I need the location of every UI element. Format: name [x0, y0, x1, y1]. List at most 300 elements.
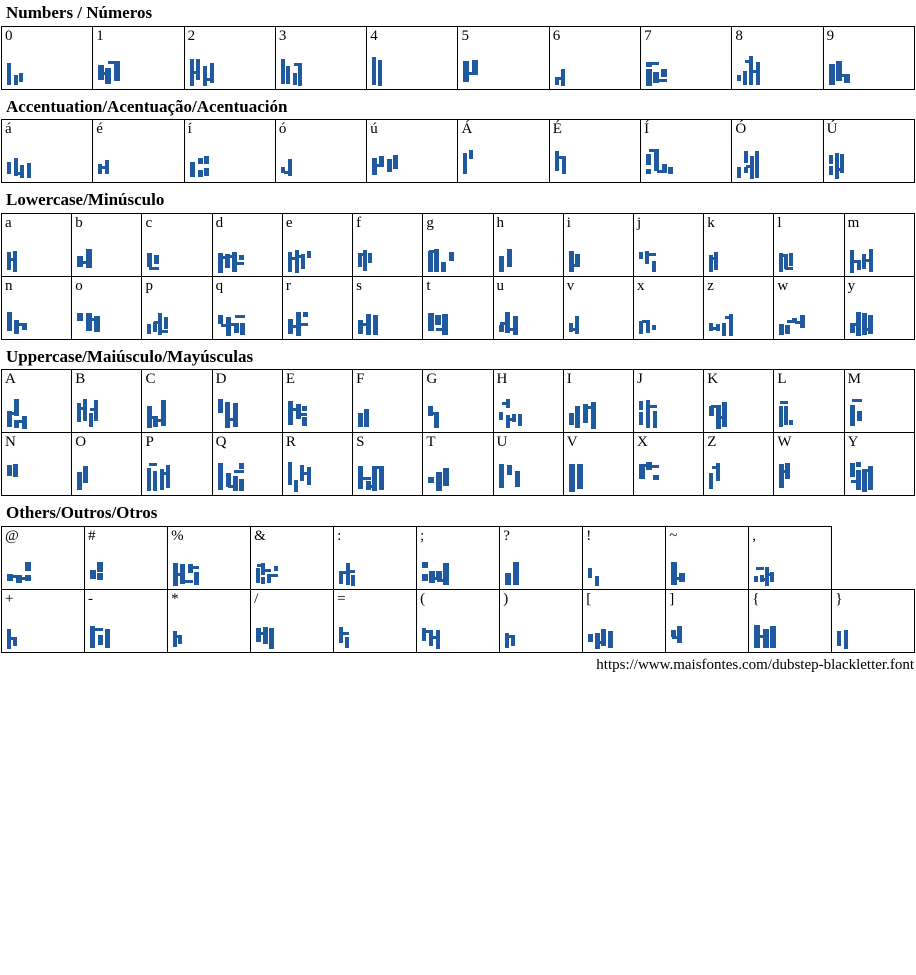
glyph-cell-label: e	[285, 214, 293, 231]
glyph-cell	[85, 589, 168, 652]
glyph-row	[2, 370, 915, 433]
glyph-cell-label: í	[187, 121, 192, 138]
section-title-numbers: Numbers / Números	[6, 3, 153, 22]
glyph-cell-label: 5	[461, 27, 469, 44]
glyph-cell-label: l	[777, 214, 782, 231]
glyph-sample	[568, 249, 596, 273]
glyph-cell-label: 9	[826, 27, 835, 44]
glyph-sample	[6, 399, 34, 429]
glyph-row	[2, 276, 915, 339]
glyph-sample	[498, 399, 526, 429]
glyph-sample	[828, 56, 856, 86]
glyph-cell	[774, 276, 844, 339]
glyph-cell-label: Q	[215, 434, 227, 451]
glyph-sample	[287, 462, 315, 492]
glyph-sample	[708, 312, 736, 336]
glyph-cell	[423, 276, 493, 339]
glyph-cell-label: 4	[370, 27, 378, 44]
glyph-cell	[367, 120, 458, 183]
glyph-cell-label: q	[215, 277, 224, 294]
glyph-cell	[704, 213, 774, 276]
glyph-cell	[2, 526, 85, 589]
glyph-cell-label: u	[496, 277, 505, 294]
glyph-sample	[427, 312, 455, 336]
glyph-sample	[255, 625, 283, 649]
glyph-sample	[778, 399, 806, 429]
glyph-cell-label: Ú	[826, 121, 838, 138]
glyph-cell	[704, 276, 774, 339]
glyph-cell-label: *	[171, 590, 179, 607]
glyph-row	[2, 213, 915, 276]
glyph-sample	[778, 249, 806, 273]
glyph-cell-label: g	[426, 214, 434, 231]
glyph-sample	[736, 56, 764, 86]
glyph-cell	[823, 26, 914, 89]
glyph-sample	[217, 249, 245, 273]
glyph-cell-label: I	[566, 371, 572, 388]
glyph-cell-label: -	[88, 590, 94, 607]
glyph-cell	[72, 276, 142, 339]
glyph-cell	[2, 276, 72, 339]
glyph-cell	[275, 120, 366, 183]
glyph-cell-label: A	[5, 371, 16, 388]
glyph-cell	[500, 526, 583, 589]
glyph-sample	[97, 155, 125, 179]
glyph-sample	[357, 399, 385, 429]
glyph-sample	[427, 462, 455, 492]
glyph-sample	[708, 249, 736, 273]
glyph-cell-label: a	[5, 214, 12, 231]
glyph-sample	[189, 56, 217, 86]
glyph-sample	[338, 562, 366, 586]
glyph-cell	[282, 213, 352, 276]
glyph-cell-label: c	[145, 214, 153, 231]
glyph-sample	[146, 312, 174, 336]
glyph-sample	[6, 462, 34, 492]
glyph-cell	[633, 370, 703, 433]
glyph-sample	[280, 155, 308, 179]
glyph-cell-label: Í	[644, 121, 650, 138]
glyph-cell	[493, 370, 563, 433]
glyph-sample	[462, 149, 490, 179]
glyph-cell	[2, 370, 72, 433]
glyph-table-others	[1, 526, 915, 653]
glyph-sample	[6, 562, 34, 586]
glyph-cell	[549, 26, 640, 89]
glyph-cell	[142, 276, 212, 339]
glyph-sample	[146, 462, 174, 492]
glyph-cell	[282, 433, 352, 496]
glyph-cell-label: b	[75, 214, 83, 231]
glyph-sample	[568, 462, 596, 492]
glyph-sample	[97, 56, 125, 86]
glyph-table-uppercase-body	[2, 370, 915, 496]
glyph-cell	[2, 213, 72, 276]
glyph-cell-label: =	[337, 590, 346, 607]
glyph-cell	[212, 276, 282, 339]
glyph-cell-label: H	[496, 371, 508, 388]
glyph-sample	[638, 312, 666, 336]
glyph-cell	[353, 433, 423, 496]
glyph-cell	[142, 213, 212, 276]
glyph-sample	[6, 155, 34, 179]
glyph-cell-label: s	[356, 277, 362, 294]
glyph-cell	[282, 370, 352, 433]
glyph-table-lowercase-body	[2, 213, 915, 339]
glyph-cell	[212, 433, 282, 496]
glyph-cell-label: E	[285, 371, 296, 388]
glyph-sample	[638, 462, 666, 492]
glyph-cell	[353, 276, 423, 339]
glyph-cell-label: U	[496, 434, 508, 451]
glyph-sample	[849, 312, 877, 336]
glyph-sample	[172, 562, 200, 586]
glyph-cell	[184, 26, 275, 89]
glyph-cell	[774, 370, 844, 433]
glyph-cell	[168, 589, 251, 652]
glyph-sample	[554, 149, 582, 179]
glyph-sample	[6, 625, 34, 649]
glyph-cell-label: &	[254, 527, 266, 544]
glyph-cell-label: #	[88, 527, 96, 544]
glyph-row	[2, 433, 915, 496]
glyph-sample	[146, 399, 174, 429]
glyph-sample	[76, 399, 104, 429]
glyph-cell	[704, 433, 774, 496]
glyph-sample	[778, 312, 806, 336]
glyph-sample	[421, 562, 449, 586]
glyph-cell	[704, 370, 774, 433]
glyph-sample	[638, 399, 666, 429]
glyph-cell	[72, 370, 142, 433]
glyph-cell-label: j	[636, 214, 642, 231]
glyph-cell	[563, 370, 633, 433]
glyph-cell	[583, 589, 666, 652]
glyph-cell	[583, 526, 666, 589]
glyph-sample	[778, 462, 806, 492]
glyph-cell	[732, 26, 823, 89]
glyph-cell-label: É	[552, 121, 562, 138]
glyph-cell-label: w	[777, 277, 789, 294]
glyph-cell	[353, 213, 423, 276]
glyph-cell-label: :	[337, 527, 342, 544]
glyph-cell	[212, 213, 282, 276]
glyph-cell	[641, 26, 732, 89]
glyph-cell-label: !	[586, 527, 592, 544]
glyph-cell-label: +	[5, 590, 14, 607]
glyph-row	[2, 26, 915, 89]
section-title-accentuation: Accentuation/Acentuação/Acentuación	[6, 96, 288, 116]
glyph-sample	[371, 56, 399, 86]
glyph-cell-label: }	[835, 590, 843, 607]
glyph-cell-label: i	[566, 214, 571, 231]
glyph-cell-label: B	[75, 371, 86, 388]
glyph-cell	[2, 433, 72, 496]
glyph-sample	[587, 562, 615, 586]
glyph-sample	[708, 462, 736, 492]
glyph-cell-label: r	[285, 277, 291, 294]
glyph-cell-label: %	[171, 527, 184, 544]
glyph-table-numbers-body	[2, 26, 915, 89]
glyph-cell-label: t	[426, 277, 431, 294]
glyph-sample	[849, 249, 877, 273]
glyph-cell-label: W	[777, 434, 792, 451]
glyph-cell-label: k	[707, 214, 715, 231]
glyph-cell	[563, 213, 633, 276]
glyph-cell	[72, 213, 142, 276]
glyph-cell-label: m	[847, 214, 860, 231]
glyph-sample	[568, 312, 596, 336]
glyph-cell	[353, 370, 423, 433]
glyph-sample	[357, 312, 385, 336]
glyph-sample	[427, 249, 455, 273]
glyph-cell	[142, 370, 212, 433]
glyph-cell	[823, 120, 914, 183]
glyph-cell	[2, 120, 93, 183]
glyph-sample	[89, 625, 117, 649]
glyph-sample	[6, 249, 34, 273]
glyph-cell-label: R	[285, 434, 296, 451]
glyph-cell-label: Y	[847, 434, 859, 451]
glyph-cell	[423, 213, 493, 276]
glyph-cell-label: [	[586, 590, 592, 607]
glyph-sample	[76, 462, 104, 492]
glyph-sample	[670, 625, 698, 649]
glyph-cell	[423, 433, 493, 496]
glyph-cell	[774, 213, 844, 276]
glyph-cell	[93, 120, 184, 183]
glyph-cell	[168, 526, 251, 589]
glyph-sample	[554, 56, 582, 86]
glyph-cell-label: Á	[461, 121, 473, 138]
glyph-cell-label: Z	[707, 434, 717, 451]
glyph-table-accentuation-body	[2, 120, 915, 183]
glyph-cell	[666, 589, 749, 652]
section-title-others: Others/Outros/Otros	[6, 503, 158, 523]
glyph-sample	[462, 56, 490, 86]
glyph-cell	[72, 433, 142, 496]
glyph-table-uppercase	[1, 369, 915, 496]
glyph-sample	[217, 462, 245, 492]
glyph-cell-label: y	[847, 277, 856, 294]
glyph-cell-label: f	[356, 214, 362, 231]
glyph-sample	[338, 625, 366, 649]
glyph-cell	[142, 433, 212, 496]
glyph-cell-label: J	[636, 371, 643, 388]
glyph-sample	[89, 562, 117, 586]
glyph-row	[2, 589, 915, 652]
glyph-cell-empty	[832, 526, 915, 589]
glyph-sample	[287, 249, 315, 273]
glyph-cell	[844, 433, 914, 496]
glyph-row	[2, 526, 915, 589]
glyph-cell-label: N	[5, 434, 16, 451]
glyph-cell-label: x	[636, 277, 645, 294]
source-url: https://www.maisfontes.com/dubstep-blackletter.font	[596, 656, 914, 673]
glyph-cell-label: Ó	[735, 121, 747, 138]
glyph-cell-label: á	[5, 121, 12, 138]
glyph-cell	[458, 26, 549, 89]
glyph-sample	[736, 149, 764, 179]
glyph-cell	[563, 433, 633, 496]
glyph-cell-label: X	[636, 434, 648, 451]
glyph-cell	[500, 589, 583, 652]
glyph-table-numbers	[1, 26, 915, 90]
glyph-table-accentuation	[1, 119, 915, 183]
glyph-cell-label: S	[356, 434, 365, 451]
glyph-cell-label: T	[426, 434, 436, 451]
glyph-cell	[633, 433, 703, 496]
glyph-cell-label: é	[96, 121, 103, 138]
glyph-sample	[670, 562, 698, 586]
glyph-cell-label: v	[566, 277, 575, 294]
glyph-cell	[666, 526, 749, 589]
glyph-cell-label: O	[75, 434, 87, 451]
glyph-sample	[753, 562, 781, 586]
glyph-cell-label: /	[254, 590, 259, 607]
glyph-cell-label: (	[420, 590, 426, 607]
glyph-cell	[2, 26, 93, 89]
glyph-cell-label: ,	[752, 527, 757, 544]
glyph-cell-label: 8	[735, 27, 743, 44]
glyph-cell-label: @	[5, 527, 19, 544]
glyph-sample	[76, 312, 104, 336]
glyph-sample	[645, 149, 673, 179]
glyph-sample	[217, 399, 245, 429]
glyph-cell	[367, 26, 458, 89]
glyph-sample	[498, 312, 526, 336]
glyph-sample	[645, 56, 673, 86]
glyph-cell	[563, 276, 633, 339]
glyph-sample	[255, 562, 283, 586]
glyph-cell-label: 2	[187, 27, 196, 44]
glyph-cell-label: ?	[503, 527, 510, 544]
glyph-sample	[427, 399, 455, 429]
glyph-cell-label: P	[145, 434, 154, 451]
glyph-cell-label: h	[496, 214, 505, 231]
glyph-sample	[849, 399, 877, 429]
glyph-cell-label: M	[847, 371, 861, 388]
glyph-cell-label: 7	[644, 27, 652, 44]
glyph-sample	[638, 249, 666, 273]
glyph-sample	[280, 56, 308, 86]
glyph-sample	[753, 625, 781, 649]
glyph-sample	[828, 149, 856, 179]
glyph-cell	[458, 120, 549, 183]
glyph-cell-label: ]	[669, 590, 675, 607]
glyph-sample	[6, 56, 34, 86]
glyph-cell-label: L	[777, 371, 787, 388]
glyph-cell	[549, 120, 640, 183]
glyph-cell-label: 6	[552, 27, 561, 44]
glyph-cell-label: 3	[278, 27, 287, 44]
glyph-cell-label: {	[752, 590, 760, 607]
glyph-sample	[498, 249, 526, 273]
glyph-cell	[2, 589, 85, 652]
glyph-cell-label: )	[503, 590, 509, 607]
glyph-sample	[498, 462, 526, 492]
glyph-cell-label: p	[145, 277, 153, 294]
glyph-sample	[587, 625, 615, 649]
glyph-sample	[287, 399, 315, 429]
glyph-cell-label: o	[75, 277, 83, 294]
glyph-sample	[189, 155, 217, 179]
glyph-sample	[76, 249, 104, 273]
glyph-sample	[357, 249, 385, 273]
glyph-cell	[417, 589, 500, 652]
glyph-cell-label: V	[566, 434, 578, 451]
glyph-sample	[217, 312, 245, 336]
glyph-cell-label: n	[5, 277, 13, 294]
glyph-cell	[493, 433, 563, 496]
glyph-cell	[423, 370, 493, 433]
glyph-sample	[371, 155, 399, 179]
glyph-sample	[287, 312, 315, 336]
glyph-sample	[172, 625, 200, 649]
glyph-cell-label: ó	[278, 121, 287, 138]
glyph-sample	[504, 625, 532, 649]
glyph-cell-label: d	[215, 214, 224, 231]
glyph-cell-label: D	[215, 371, 227, 388]
glyph-cell	[93, 26, 184, 89]
glyph-cell	[844, 213, 914, 276]
glyph-cell	[844, 370, 914, 433]
glyph-cell	[251, 526, 334, 589]
glyph-table-others-body	[2, 526, 915, 652]
glyph-cell-label: K	[707, 371, 719, 388]
glyph-cell	[417, 526, 500, 589]
glyph-sample	[146, 249, 174, 273]
glyph-cell	[732, 120, 823, 183]
glyph-cell	[493, 213, 563, 276]
glyph-cell	[493, 276, 563, 339]
glyph-cell	[334, 589, 417, 652]
section-title-lowercase: Lowercase/Minúsculo	[6, 190, 165, 210]
glyph-cell-label: ~	[669, 527, 678, 544]
glyph-sample	[357, 462, 385, 492]
glyph-cell-label: ú	[370, 121, 378, 138]
glyph-cell	[844, 276, 914, 339]
glyph-cell	[774, 433, 844, 496]
glyph-sample	[849, 462, 877, 492]
glyph-row	[2, 120, 915, 183]
glyph-cell	[184, 120, 275, 183]
glyph-table-lowercase	[1, 213, 915, 340]
glyph-cell	[282, 276, 352, 339]
glyph-cell	[251, 589, 334, 652]
glyph-sample	[708, 399, 736, 429]
glyph-cell	[832, 589, 915, 652]
glyph-cell-label: F	[356, 371, 365, 388]
glyph-cell-label: G	[426, 371, 438, 388]
glyph-cell	[633, 276, 703, 339]
glyph-cell	[85, 526, 168, 589]
glyph-cell-label: ;	[420, 527, 425, 544]
section-title-uppercase: Uppercase/Maiúsculo/Mayúsculas	[6, 346, 254, 366]
glyph-cell	[641, 120, 732, 183]
glyph-cell-label: 1	[96, 27, 104, 44]
glyph-cell	[275, 26, 366, 89]
glyph-sample	[6, 312, 34, 336]
glyph-cell-label: C	[145, 371, 156, 388]
glyph-cell	[633, 213, 703, 276]
glyph-cell-label: 0	[5, 27, 13, 44]
glyph-sample	[504, 562, 532, 586]
glyph-sample	[568, 399, 596, 429]
glyph-sample	[836, 625, 864, 649]
glyph-cell	[749, 526, 832, 589]
glyph-sample	[421, 625, 449, 649]
